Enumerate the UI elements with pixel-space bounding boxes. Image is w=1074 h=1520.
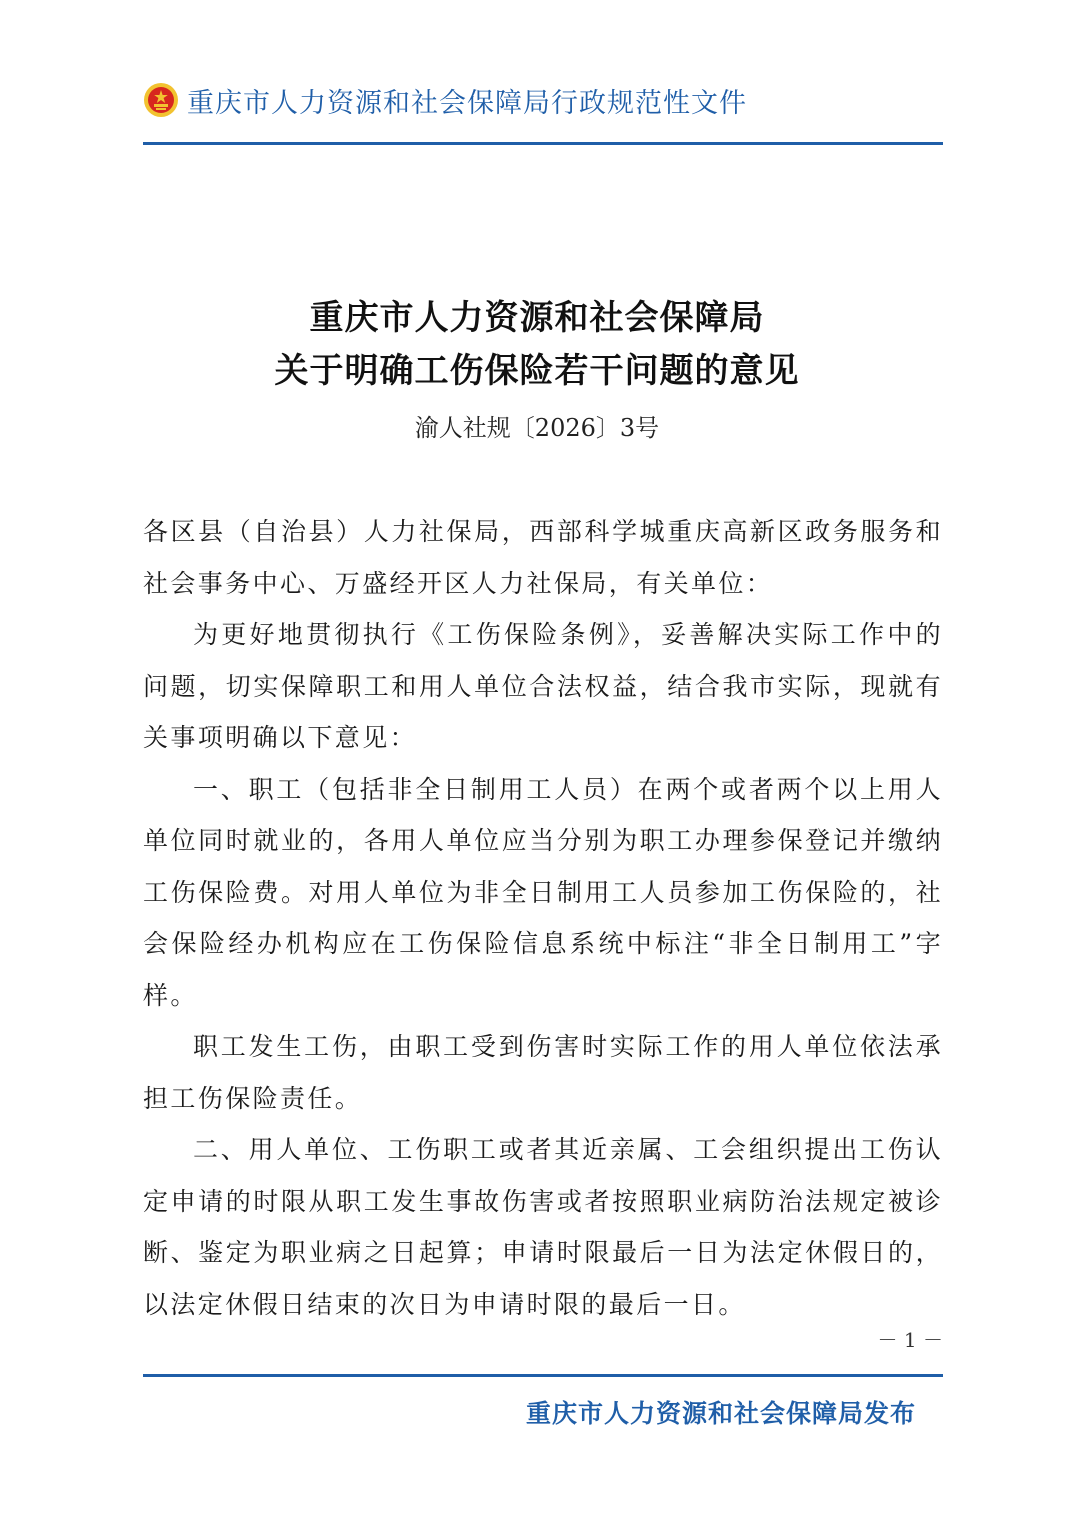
page-number: － 1 － — [877, 1328, 943, 1352]
national-emblem-icon — [143, 82, 179, 118]
header-divider — [143, 142, 943, 145]
document-header — [143, 78, 943, 122]
paragraph: 为更好地贯彻执行《工伤保险条例》，妥善解决实际工作中的问题，切实保障职工和用人单位合法权益，结合我市实际，现就有关事项明确以下意见： — [143, 620, 943, 752]
paragraph: 一、职工（包括非全日制用工人员）在两个或者两个以上用人单位同时就业的，各用人单位应当分别为职工办理参保登记并缴纳工伤保险费。对用人单位为非全日制用工人员参加工伤保险的，社会保险经办机构应在工伤保险信息系统中标注“非全日制用工”字样。 — [143, 774, 943, 1010]
document-title-line1: 重庆市人力资源和社会保障局 — [309, 298, 765, 338]
footer-publisher: 重庆市人力资源和社会保障局发布 — [525, 1399, 916, 1428]
paragraph: 职工发生工伤，由职工受到伤害时实际工作的用人单位依法承担工伤保险责任。 — [143, 1032, 943, 1113]
document-number: 渝人社规〔2026〕3号 — [414, 414, 660, 442]
footer-divider — [143, 1374, 943, 1377]
header-title: 重庆市人力资源和社会保障局行政规范性文件 — [187, 87, 747, 119]
document-body — [143, 506, 943, 1330]
paragraph: 二、用人单位、工伤职工或者其近亲属、工会组织提出工伤认定申请的时限从职工发生事故伤害或者按照职业病防治法规定被诊断、鉴定为职业病之日起算；申请时限最后一日为法定休假日的，以法定休假日结束的次日为申请时限的最后一日。 — [143, 1135, 943, 1319]
document-title-line2: 关于明确工伤保险若干问题的意见 — [274, 351, 800, 391]
addressee: 各区县（自治县）人力社保局，西部科学城重庆高新区政务服务和社会事务中心、万盛经开区人力社保局，有关单位： — [143, 517, 943, 598]
